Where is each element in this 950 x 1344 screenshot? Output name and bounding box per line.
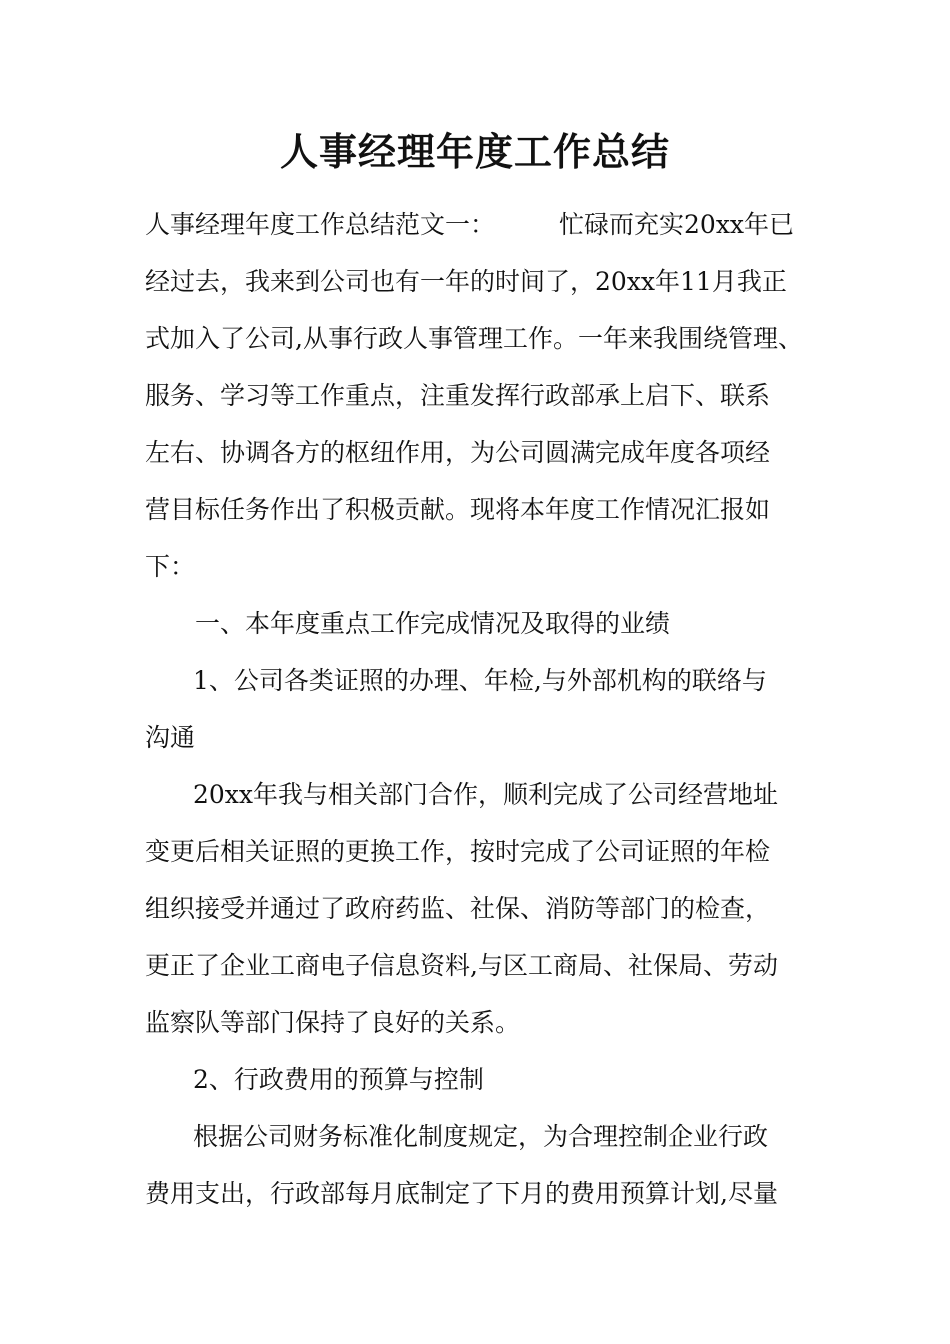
paragraph-line: 式加入了公司,从事行政人事管理工作。一年来我围绕管理、 xyxy=(145,324,803,353)
subsection-heading: 2、行政费用的预算与控制 xyxy=(193,1065,484,1094)
paragraph-line: 变更后相关证照的更换工作，按时完成了公司证照的年检 xyxy=(145,837,771,866)
paragraph-line: 组织接受并通过了政府药监、社保、消防等部门的检查， xyxy=(145,894,771,923)
paragraph-line: 费用支出，行政部每月底制定了下月的费用预算计划,尽量 xyxy=(145,1179,778,1208)
paragraph-line xyxy=(145,196,813,253)
paragraph-line: 服务、学习等工作重点，注重发挥行政部承上启下、联系 xyxy=(145,381,771,410)
section-heading: 一、本年度重点工作完成情况及取得的业绩 xyxy=(195,609,671,638)
paragraph-line-tail: 忙碌而充实20xx年已 xyxy=(559,210,795,239)
document-title: 人事经理年度工作总结 xyxy=(279,129,670,174)
paragraph-line: 经过去，我来到公司也有一年的时间了，20xx年11月我正 xyxy=(145,267,787,296)
paragraph-line: 根据公司财务标准化制度规定，为合理控制企业行政 xyxy=(193,1122,769,1151)
document-body xyxy=(145,196,813,1222)
subsection-heading-cont: 沟通 xyxy=(145,723,196,752)
paragraph-line: 左右、协调各方的枢纽作用，为公司圆满完成年度各项经 xyxy=(145,438,771,467)
paragraph-line: 20xx年我与相关部门合作，顺利完成了公司经营地址 xyxy=(193,780,779,809)
paragraph-line: 监察队等部门保持了良好的关系。 xyxy=(145,1008,521,1037)
paragraph-line: 下： xyxy=(145,552,196,581)
subsection-heading: 1、公司各类证照的办理、年检,与外部机构的联络与 xyxy=(193,666,767,695)
paragraph-line-lead: 人事经理年度工作总结范文一： xyxy=(145,210,496,239)
paragraph-line: 营目标任务作出了积极贡献。现将本年度工作情况汇报如 xyxy=(145,495,771,524)
paragraph-line: 更正了企业工商电子信息资料,与区工商局、社保局、劳动 xyxy=(145,951,778,980)
